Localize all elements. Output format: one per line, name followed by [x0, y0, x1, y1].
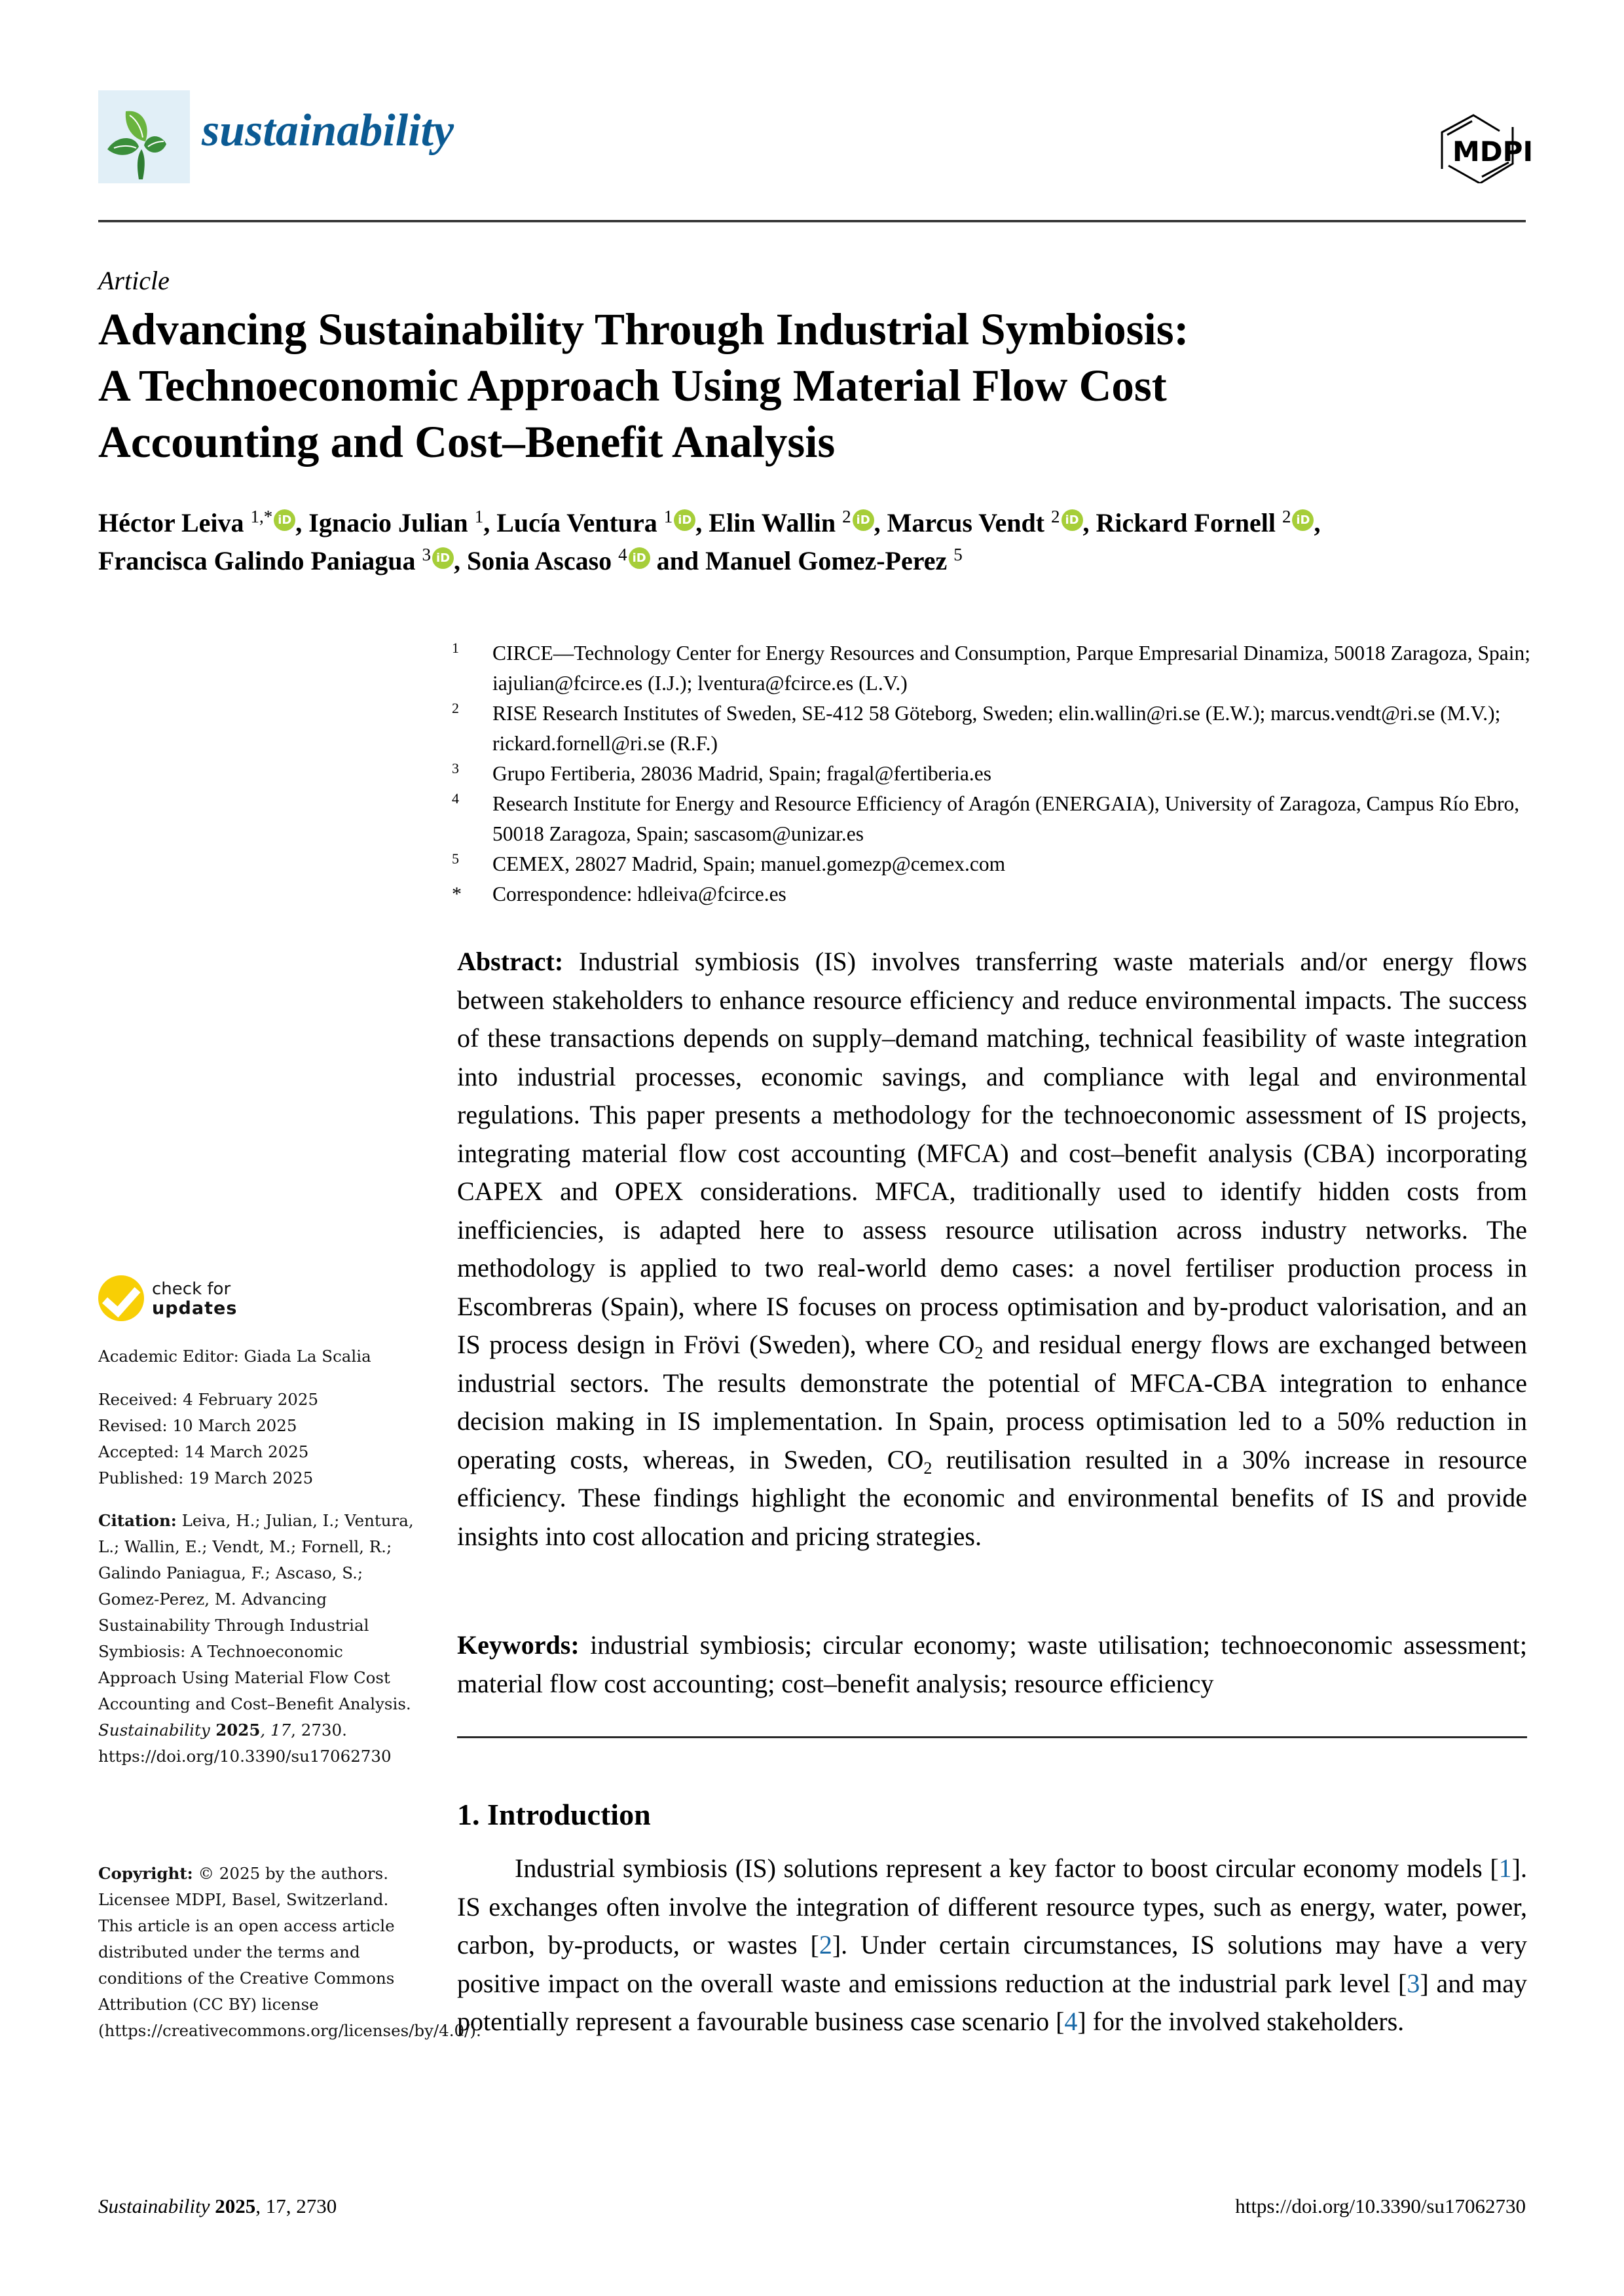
orcid-icon[interactable]: iD [629, 547, 650, 569]
footer-citation: Sustainability 2025, 17, 2730 [98, 2195, 337, 2217]
affiliation-item: 2 RISE Research Institutes of Sweden, SE-412 58 Göteborg, Sweden; elin.wallin@ri.se (E.W.); marcus.vendt@ri.se (M.V.); rickard.fornell@ri.se (R.F.) [452, 700, 1501, 755]
affiliation-marker: 2 [1051, 507, 1060, 526]
correspondence: * Correspondence: hdleiva@fcirce.es [452, 883, 786, 905]
publication-dates [98, 1387, 426, 1491]
checkmark-icon [98, 1275, 144, 1321]
academic-editor: Academic Editor: Giada La Scalia [98, 1347, 371, 1366]
affiliation-marker: 3 [422, 545, 431, 564]
date-accepted: Accepted: 14 March 2025 [98, 1442, 309, 1461]
affiliation-item: 4 Research Institute for Energy and Resource Efficiency of Aragón (ENERGAIA), University of Zaragoza, Campus Río Ebro, 50018 Zaragoza, Spain; sascasom@unizar.es [452, 790, 1520, 845]
author-name[interactable]: Sonia Ascaso [467, 546, 612, 575]
author-name[interactable]: Elin Wallin [709, 508, 836, 538]
author-line-2: Francisca Galindo Paniagua $^3$ iD , Sonia Ascaso $^4$ iD and Manuel Gomez-Perez $^5$ [98, 545, 963, 575]
journal-logo [98, 90, 190, 183]
affiliation-marker: 2 [1282, 507, 1291, 526]
orcid-icon[interactable]: iD [1292, 509, 1314, 531]
leaf-plant-icon [98, 90, 190, 183]
journal-name[interactable]: sustainability [202, 105, 454, 156]
citation-link[interactable]: 2 [819, 1930, 832, 1959]
section-heading-introduction: 1. Introduction [457, 1798, 651, 1831]
author-name[interactable]: Ignacio Julian [308, 508, 468, 538]
article-type: Article [98, 266, 170, 295]
date-revised: Revised: 10 March 2025 [98, 1416, 297, 1435]
affiliation-marker: 1 [474, 507, 484, 526]
citation-link[interactable]: 4 [1064, 2007, 1078, 2036]
author-name[interactable]: Héctor Leiva [98, 508, 244, 538]
author-name[interactable]: Rickard Fornell [1096, 508, 1276, 538]
orcid-icon[interactable]: iD [274, 509, 295, 531]
keywords: Keywords: industrial symbiosis; circular economy; waste utilisation; technoeconomic assessment; material flow cost accounting; cost–benefit analysis; resource efficiency [457, 1630, 1527, 1698]
title-line: Accounting and Cost–Benefit Analysis [98, 417, 836, 467]
affiliation-item: 1 CIRCE—Technology Center for Energy Resources and Consumption, Parque Empresarial Dinamiza, 50018 Zaragoza, Spain; iajulian@fcirce.es (I.J.); lventura@fcirce.es (L.V.) [452, 640, 1530, 695]
affiliation-item: 3 Grupo Fertiberia, 28036 Madrid, Spain; fragal@fertiberia.es [452, 760, 992, 785]
title-line: A Technoeconomic Approach Using Material Flow Cost [98, 361, 1167, 410]
orcid-icon[interactable]: iD [1061, 509, 1083, 531]
date-published: Published: 19 March 2025 [98, 1468, 314, 1487]
citation-doi-link[interactable]: , 2730. https://doi.org/10.3390/su17062730 [98, 1721, 392, 1766]
abstract-label: Abstract: [457, 947, 564, 976]
svg-text:MDPI: MDPI [1452, 136, 1534, 168]
keywords-label: Keywords: [457, 1630, 580, 1660]
author-line-1: Héctor Leiva $^{1,*}$ iD , Ignacio Julian $^1$, Lucía Ventura $^1$ iD , Elin Wallin $^2$ iD , Marcus Vendt $^2$ iD , Rickard Fornell $^2$ iD , [98, 507, 1321, 538]
paper-title [98, 301, 1526, 470]
author-list [98, 504, 1526, 580]
introduction-paragraph: Industrial symbiosis (IS) solutions represent a key factor to boost circular economy models [1]. IS exchanges often involve the integration of different resource types, such as energy, water, power, carbon, by-products, or wastes [2]. Under certain circumstances, IS solutions may have a very positive impact on the overall waste and emissions reduction at the industrial park level [3] and may potentially represent a favourable business case scenario [4] for the involved stakeholders. [457, 1853, 1528, 2036]
orcid-icon[interactable]: iD [853, 509, 874, 531]
affiliation-item: 5 CEMEX, 28027 Madrid, Spain; manuel.gomezp@cemex.com [452, 850, 1006, 875]
orcid-icon[interactable]: iD [674, 509, 695, 531]
citation-link[interactable]: 3 [1407, 1968, 1420, 1998]
footer-doi-link[interactable]: https://doi.org/10.3390/su17062730 [1235, 2195, 1526, 2217]
affiliation-marker: 1 [663, 507, 673, 526]
title-line: Advancing Sustainability Through Industrial Symbiosis: [98, 304, 1189, 354]
date-received: Received: 4 February 2025 [98, 1390, 319, 1409]
affiliation-marker: 4 [618, 545, 627, 564]
affiliations [452, 638, 1532, 909]
author-name[interactable]: Lucía Ventura [496, 508, 657, 538]
copyright-block: Copyright: © 2025 by the authors. Licensee MDPI, Basel, Switzerland. This article is an open access article distributed under the terms and conditions of the Creative Commons Attribution (CC BY) license (https://creativecommons.org/licenses/by/4.0/). [98, 1864, 481, 2040]
affiliation-marker: 1,* [250, 507, 273, 526]
orcid-icon[interactable]: iD [432, 547, 454, 569]
author-name[interactable]: Francisca Galindo Paniagua [98, 546, 416, 575]
citation-link[interactable]: 1 [1498, 1853, 1512, 1883]
author-name[interactable]: Marcus Vendt [887, 508, 1045, 538]
citation-block: Citation: Leiva, H.; Julian, I.; Ventura, L.; Wallin, E.; Vendt, M.; Fornell, R.; Galindo Paniagua, F.; Ascaso, S.; Gomez-Perez, M. Advancing Sustainability Through Industrial Symbiosis: A Technoeconomic Approach Using Material Flow Cost Accounting and Cost–Benefit Analysis. Sustainability 2025, 17, 2730. https://doi.org/10.3390/su17062730 [98, 1511, 414, 1766]
affiliation-marker: 5 [953, 545, 963, 564]
section-rule [457, 1736, 1527, 1738]
author-name[interactable]: Manuel Gomez-Perez [705, 546, 948, 575]
header-rule [98, 220, 1526, 223]
abstract: Abstract: Industrial symbiosis (IS) involves transferring waste materials and/or energy flows between stakeholders to enhance resource efficiency and reduce environmental impacts. The success of these transactions depends on supply–demand matching, technical feasibility of waste integration into industrial processes, economic savings, and compliance with legal and environmental regulations. This paper presents a methodology for the technoeconomic assessment of IS projects, integrating material flow cost accounting (MFCA) and cost–benefit analysis (CBA) incorporating CAPEX and OPEX considerations. MFCA, traditionally used to identify hidden costs from inefficiencies, is adapted here to assess resource utilisation across industry networks. The methodology is applied to two real-world demo cases: a novel fertiliser production process in Escombreras (Spain), where IS focuses on process optimisation and by-product valorisation, and an IS process design in Frövi (Sweden), where $CO_2$ and residual energy flows are exchanged between industrial sectors. The results demonstrate the potential of MFCA-CBA integration to enhance decision making in IS implementation. In Spain, process optimisation led to a 50% reduction in operating costs, whereas, in Sweden, $CO_2$ reutilisation resulted in a 30% increase in resource efficiency. These findings highlight the economic and environmental benefits of IS and provide insights into cost allocation and pricing strategies. [457, 947, 1527, 1551]
affiliation-marker: 2 [842, 507, 851, 526]
mdpi-logo[interactable] [1408, 105, 1539, 183]
